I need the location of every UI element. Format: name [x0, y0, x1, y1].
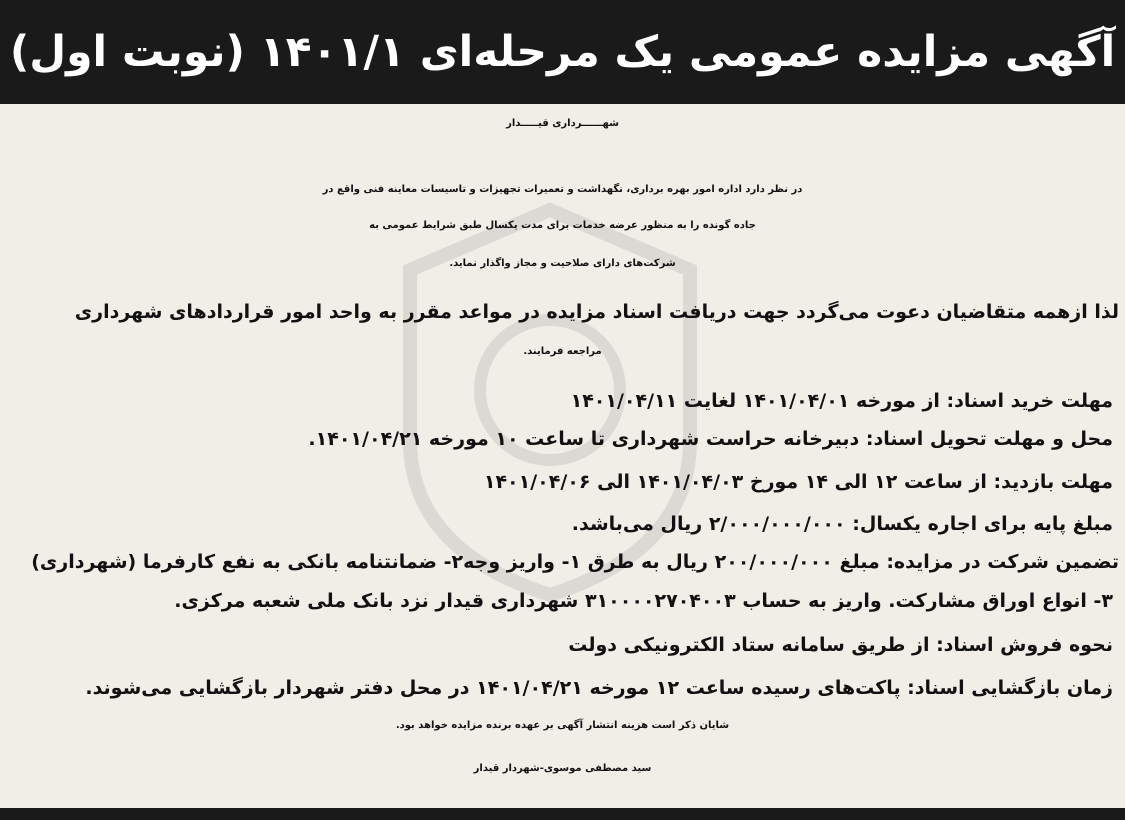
invitation-line-1: لذا ازهمه متقاضیان دعوت می‌گردد جهت دریافت اسناد مزایده در مواعد مقرر به واحد امور قراردادهای شهرداری [74, 301, 1119, 323]
announcement-title: آگهی مزایده عمومی یک مرحله‌ای ۱۴۰۱/۱ (نوبت اول) [9, 27, 1116, 77]
item-purchase-deadline: مهلت خرید اسناد: از مورخه ۱۴۰۱/۰۴/۰۱ لغایت ۱۴۰۱/۰۴/۱۱ [570, 390, 1113, 412]
item-base-price: مبلغ پایه برای اجاره یکسال: ۲/۰۰۰/۰۰۰/۰۰۰ ریال می‌باشد. [571, 513, 1113, 535]
item-sales-method: نحوه فروش اسناد: از طریق سامانه ستاد الکترونیکی دولت [568, 634, 1113, 656]
cost-note: شایان ذکر است هزینه انتشار آگهی بر عهده برنده مزایده خواهد بود. [395, 720, 730, 731]
item-opening-time: زمان بازگشایی اسناد: پاکت‌های رسیده ساعت ۱۲ مورخه ۱۴۰۱/۰۴/۲۱ در محل دفتر شهردار بازگشایی می‌شوند. [85, 677, 1113, 699]
intro-line-1: در نظر دارد اداره امور بهره برداری، نگهداشت و تعمیرات تجهیزات و تاسیسات معاینه فنی واقع در [322, 184, 803, 195]
item-guarantee: تضمین شرکت در مزایده: مبلغ ۲۰۰/۰۰۰/۰۰۰ ریال به طرق ۱- واریز وجه۲- ضمانتنامه بانکی به نفع کارفرما (شهرداری) [31, 551, 1119, 573]
organization-name: شهــــــرداری قیـــــدار [506, 118, 619, 129]
item-participation-bonds: ۳- انواع اوراق مشارکت. واریز به حساب ۳۱۰۰۰۰۲۷۰۴۰۰۳ شهرداری قیدار نزد بانک ملی شعبه مرکزی. [174, 590, 1113, 612]
signature: سید مصطفی موسوی-شهردار قیدار [473, 763, 652, 774]
intro-line-2: جاده گونده را به منظور عرضه خدمات برای مدت یکسال طبق شرایط عمومی به [369, 220, 756, 231]
intro-line-3: شرکت‌های دارای صلاحیت و مجاز واگذار نماید. [449, 258, 676, 269]
header-band [0, 0, 1125, 104]
item-delivery-place: محل و مهلت تحویل اسناد: دبیرخانه حراست شهرداری تا ساعت ۱۰ مورخه ۱۴۰۱/۰۴/۲۱. [308, 428, 1113, 450]
item-visit-deadline: مهلت بازدید: از ساعت ۱۲ الی ۱۴ مورخ ۱۴۰۱/۰۴/۰۳ الی ۱۴۰۱/۰۴/۰۶ [483, 471, 1113, 493]
invitation-line-2: مراجعه فرمایند. [523, 346, 602, 357]
bottom-band [0, 808, 1125, 820]
